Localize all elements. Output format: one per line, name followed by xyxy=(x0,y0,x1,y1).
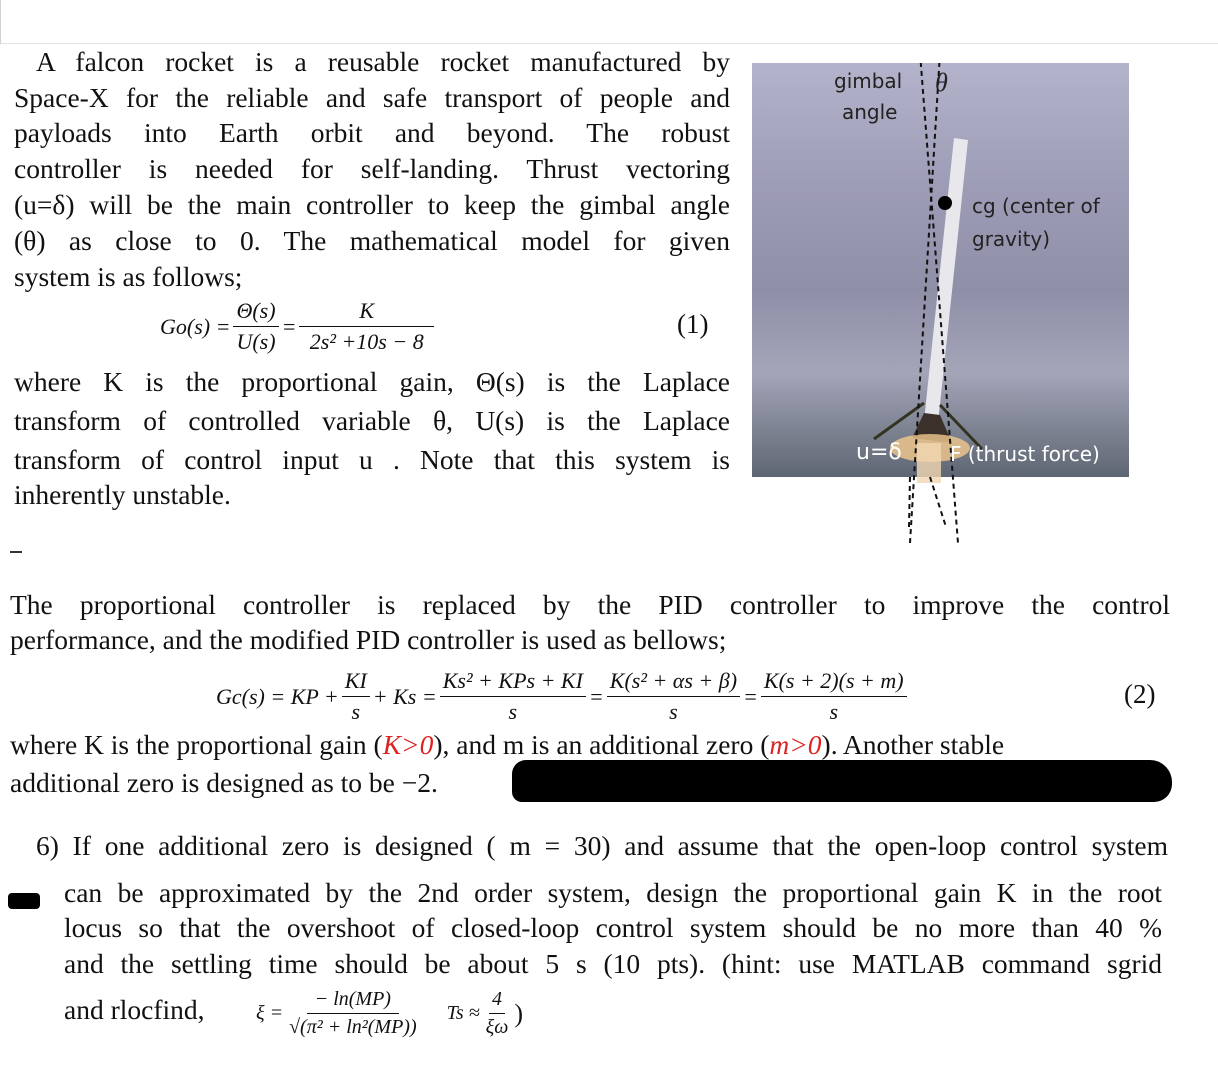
equals: = xyxy=(588,683,604,709)
fraction xyxy=(342,668,370,725)
margin-mark xyxy=(10,551,22,553)
intro-line: A falcon rocket is a reusable rocket manufactured by xyxy=(36,46,730,77)
intro-line: (u=δ) will be the main controller to keep the gimbal angle xyxy=(14,189,730,220)
intro-line: Space-X for the reliable and safe transport of people and xyxy=(14,82,730,113)
fraction xyxy=(440,668,586,725)
pid-line: The proportional controller is replaced by the PID controller to improve the control xyxy=(10,589,1170,620)
intro-line: transform of controlled variable θ, U(s) is the Laplace xyxy=(14,405,730,436)
numerator: K xyxy=(299,298,434,327)
intro-line: transform of control input u . Note that this system is xyxy=(14,444,730,475)
denominator: s xyxy=(508,699,518,724)
fraction xyxy=(233,298,278,355)
gimbal-label: gimbal xyxy=(834,69,903,93)
xi-lhs: ξ = xyxy=(256,1002,284,1024)
equation-2 xyxy=(216,668,910,725)
intro-line: where K is the proportional gain, Θ(s) is the Laplace xyxy=(14,366,730,397)
question-line: can be approximated by the 2nd order system, design the proportional gain K in the root xyxy=(64,877,1162,908)
denominator: s xyxy=(829,699,839,724)
fraction xyxy=(761,668,907,725)
denominator: 2s² +10s − 8 xyxy=(309,329,424,354)
text: ), and m is an additional zero ( xyxy=(433,729,770,760)
numerator: 4 xyxy=(489,988,505,1014)
numerator: Θ(s) xyxy=(233,298,278,327)
equals: = xyxy=(281,313,297,339)
equals: = xyxy=(743,683,758,709)
ts-lhs: Ts ≈ xyxy=(446,1002,480,1024)
fraction xyxy=(607,668,740,725)
denominator: U(s) xyxy=(236,329,276,354)
question-line: locus so that the overshoot of closed-loop control system should be no more than 40 % xyxy=(64,912,1162,943)
fraction xyxy=(483,988,512,1039)
intro-line: payloads into Earth orbit and beyond. The robust xyxy=(14,117,730,148)
equation-number: (1) xyxy=(677,309,709,339)
eq2-lhs: Gc(s) = KP + xyxy=(216,683,339,709)
k-condition: K>0 xyxy=(382,729,434,760)
divider xyxy=(0,0,1,44)
eq1-lhs: Go(s) = xyxy=(160,313,231,339)
intro-line: inherently unstable. xyxy=(14,479,231,510)
numerator: K(s² + αs + β) xyxy=(607,668,740,697)
denominator: s xyxy=(351,699,361,724)
cg-label: cg (center of xyxy=(972,194,1100,218)
intro-line: (θ) as close to 0. The mathematical model for given xyxy=(14,225,730,256)
fraction xyxy=(299,298,434,355)
m-condition: m>0 xyxy=(769,729,822,760)
thrust-label: F (thrust force) xyxy=(950,442,1100,466)
redaction-mark xyxy=(512,760,1172,802)
numerator: KI xyxy=(342,668,370,697)
pid-line: additional zero is designed as to be −2. xyxy=(10,767,438,798)
numerator: − ln(MP) xyxy=(307,988,399,1014)
fraction xyxy=(286,988,420,1039)
axis-extension xyxy=(752,477,1129,527)
pid-where-line xyxy=(10,729,1170,761)
denominator: ξω xyxy=(485,1016,509,1038)
cg-dot-icon xyxy=(938,196,952,210)
question-line: and rlocfind, xyxy=(64,994,205,1025)
numerator: Ks² + KPs + KI xyxy=(440,668,586,697)
question-line: and the settling time should be about 5 s (10 pts). (hint: use MATLAB command sgrid xyxy=(64,948,1162,979)
equation-number: (2) xyxy=(1124,679,1156,709)
angle-label: angle xyxy=(842,100,898,124)
denominator: √(π² + ln²(MP)) xyxy=(289,1016,417,1038)
pid-line: performance, and the modified PID controller is used as bellows; xyxy=(10,624,727,655)
close-paren: ) xyxy=(514,998,524,1028)
cg-label: gravity) xyxy=(972,227,1051,251)
text: where K is the proportional gain ( xyxy=(10,729,383,760)
denominator: s xyxy=(669,699,678,724)
divider xyxy=(0,43,1218,44)
margin-mark xyxy=(8,893,40,909)
numerator: K(s + 2)(s + m) xyxy=(761,668,907,697)
intro-line: system is as follows; xyxy=(14,261,243,292)
u-delta-label: u=δ xyxy=(856,440,902,465)
hint-formulas xyxy=(256,988,523,1039)
intro-line: controller is needed for self-landing. Thrust vectoring xyxy=(14,153,730,184)
rocket-figure xyxy=(752,63,1129,477)
text: ). Another stable xyxy=(821,729,1005,760)
theta-label: θ xyxy=(935,68,948,97)
question-line: 6) If one additional zero is designed ( m = 30) and assume that the open-loop control system xyxy=(36,830,1168,861)
equation-1 xyxy=(160,298,437,355)
rocket-illustration xyxy=(752,63,1129,543)
eq2-mid: + Ks = xyxy=(372,683,437,709)
